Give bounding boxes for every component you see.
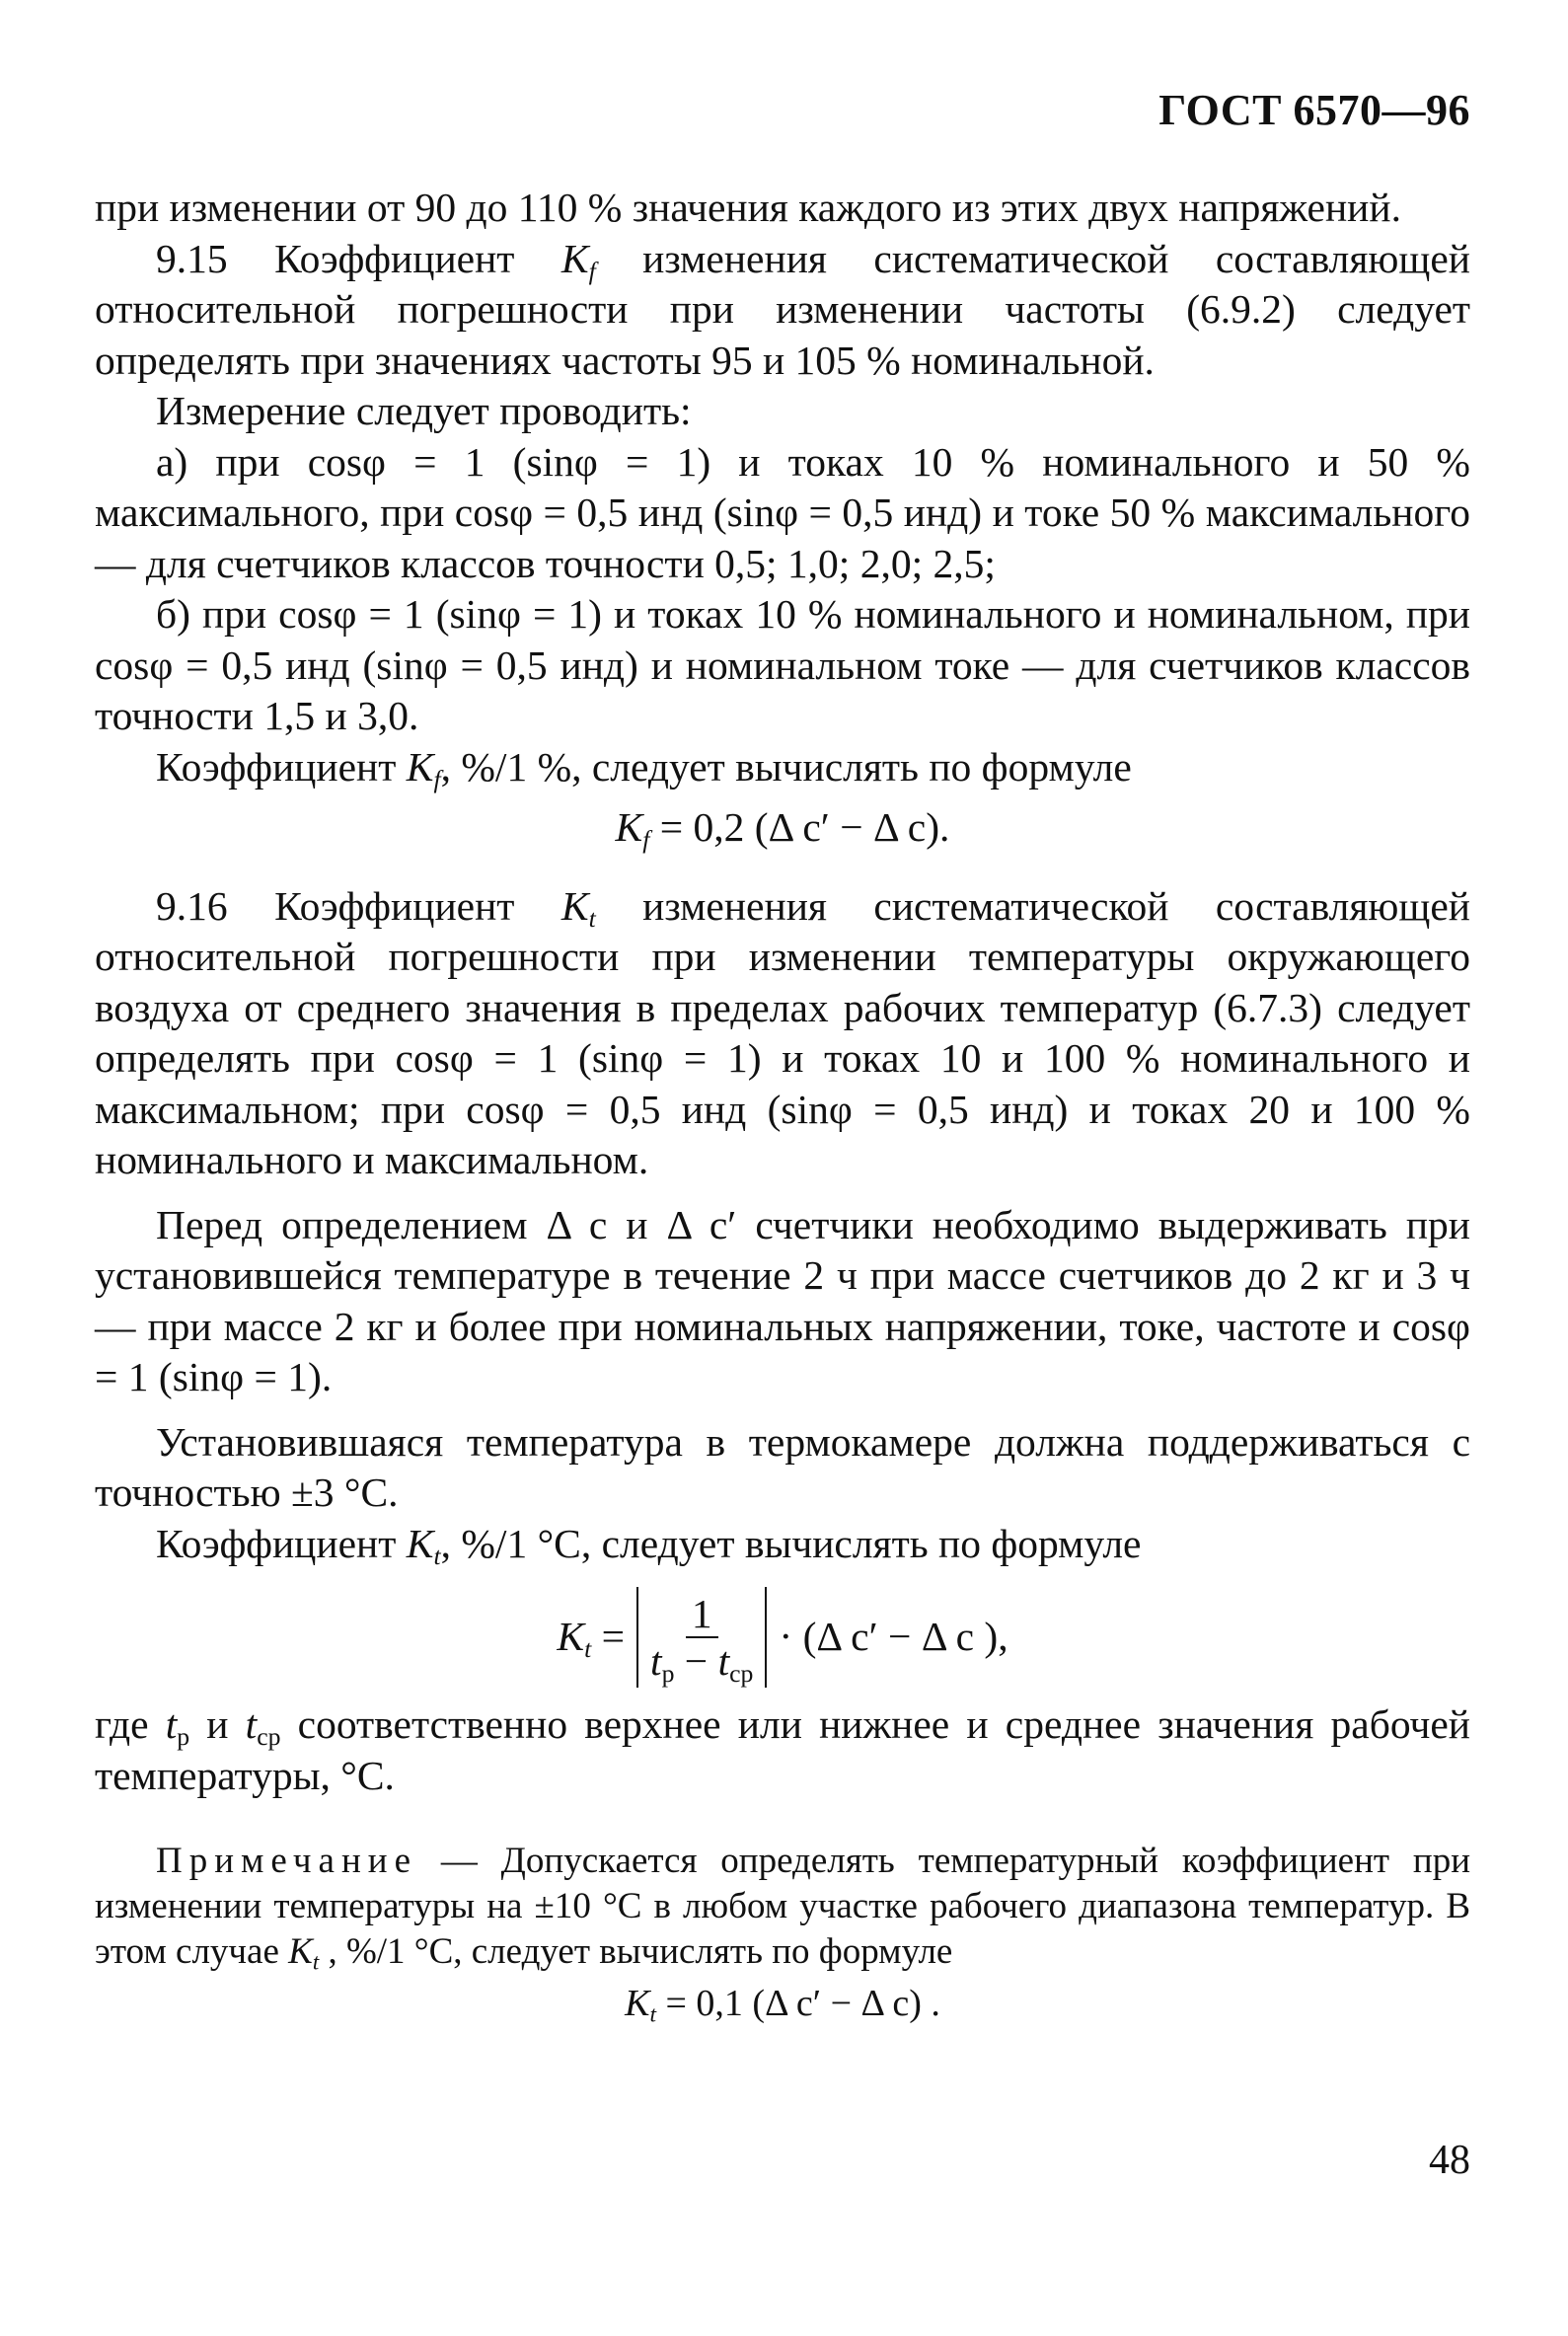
kf-formula-intro: Коэффициент $K_f$, %/1 %, следует вычислять по формуле (156, 743, 1132, 793)
note-formula: $K_t = 0,1$ (Δ с′ − Δ с) . (625, 1983, 940, 2028)
document-page (95, 0, 1470, 2336)
kt-formula: $K_t$ = $\frac{1}{t_р - t_{ср}}$ · (Δ с′ − Δ с ), (95, 1587, 1470, 1688)
before-determination: Перед определением Δ с и Δ с′ счетчики необходимо выдерживать при установившейся температуре в течение 2 ч при массе счетчиков до 2 кг и 3 ч — при массе 2 кг и более при номинальных напряжении, токе, частоте и cosφ = 1 (sinφ = 1). (95, 1201, 1470, 1399)
symbol-kt: $K_t$ (560, 882, 596, 933)
note-label: Примечание (156, 1841, 417, 1881)
absolute-value (636, 1587, 767, 1688)
where-clause: где $t_р$ и $t_{ср}$ соответственно верхнее или нижнее и среднее значения рабочей температуры, °С. (95, 1701, 1471, 1798)
section-9-16: 9.16 Коэффициент $K_t$ изменения систематической составляющей относительной погрешности при изменении температуры окружающего воздуха от среднего значения в пределах рабочих температур (6.7.3) следует определять при cosφ = 1 (sinφ = 1) и токах 10 и 100 % номинального и максимальном; при cosφ = 0,5 инд (sinφ = 0,5 инд) и токах 20 и 100 % номинального и максимальном. (95, 882, 1471, 1182)
symbol-kf: $K_f$ (560, 235, 596, 285)
continuation-text: при изменении от 90 до 110 % значения каждого из этих двух напряжений. (95, 185, 1401, 230)
page-number: 48 (1429, 2138, 1470, 2183)
section-number: 9.15 (156, 235, 228, 281)
kt-formula-intro: Коэффициент $K_t$, %/1 °С, следует вычислять по формуле (156, 1520, 1142, 1570)
note: Примечание — Допускается определять температурный коэффициент при изменении температуры на ±10 °С в любом участке рабочего диапазона температур. В этом случае $K_t$ , %/1 °С, следует вычислять по формуле (95, 1841, 1470, 1975)
fraction: $\frac{1}{t_р - t_{ср}}$ (650, 1591, 754, 1689)
section-9-15: 9.15 Коэффициент $K_f$ изменения систематической составляющей относительной погрешности при изменении частоты (6.9.2) следует определять при значениях частоты 95 и 105 % номинальной. (95, 235, 1471, 383)
document-id: ГОСТ 6570—96 (1158, 86, 1470, 134)
measure-intro: Измерение следует проводить: (156, 388, 692, 433)
steady-temperature: Установившаяся температура в термокамере должна поддерживаться с точностью ±3 °С. (95, 1418, 1470, 1515)
document-body (95, 183, 1470, 2058)
section-number: 9.16 (156, 882, 228, 929)
list-item-a: а) при cosφ = 1 (sinφ = 1) и токах 10 % номинального и 50 % максимального, при cosφ = 0,5 инд (sinφ = 0,5 инд) и токе 50 % максимального — для счетчиков классов точности 0,5; 1,0; 2,0; 2,5; (95, 438, 1470, 586)
list-item-b: б) при cosφ = 1 (sinφ = 1) и токах 10 % номинального и номинальном, при cosφ = 0,5 инд (sinφ = 0,5 инд) и номинальном токе — для счетчиков классов точности 1,5 и 3,0. (95, 591, 1470, 738)
kf-formula: $K_f = 0,2$ (Δ с′ − Δ с). (615, 804, 950, 855)
